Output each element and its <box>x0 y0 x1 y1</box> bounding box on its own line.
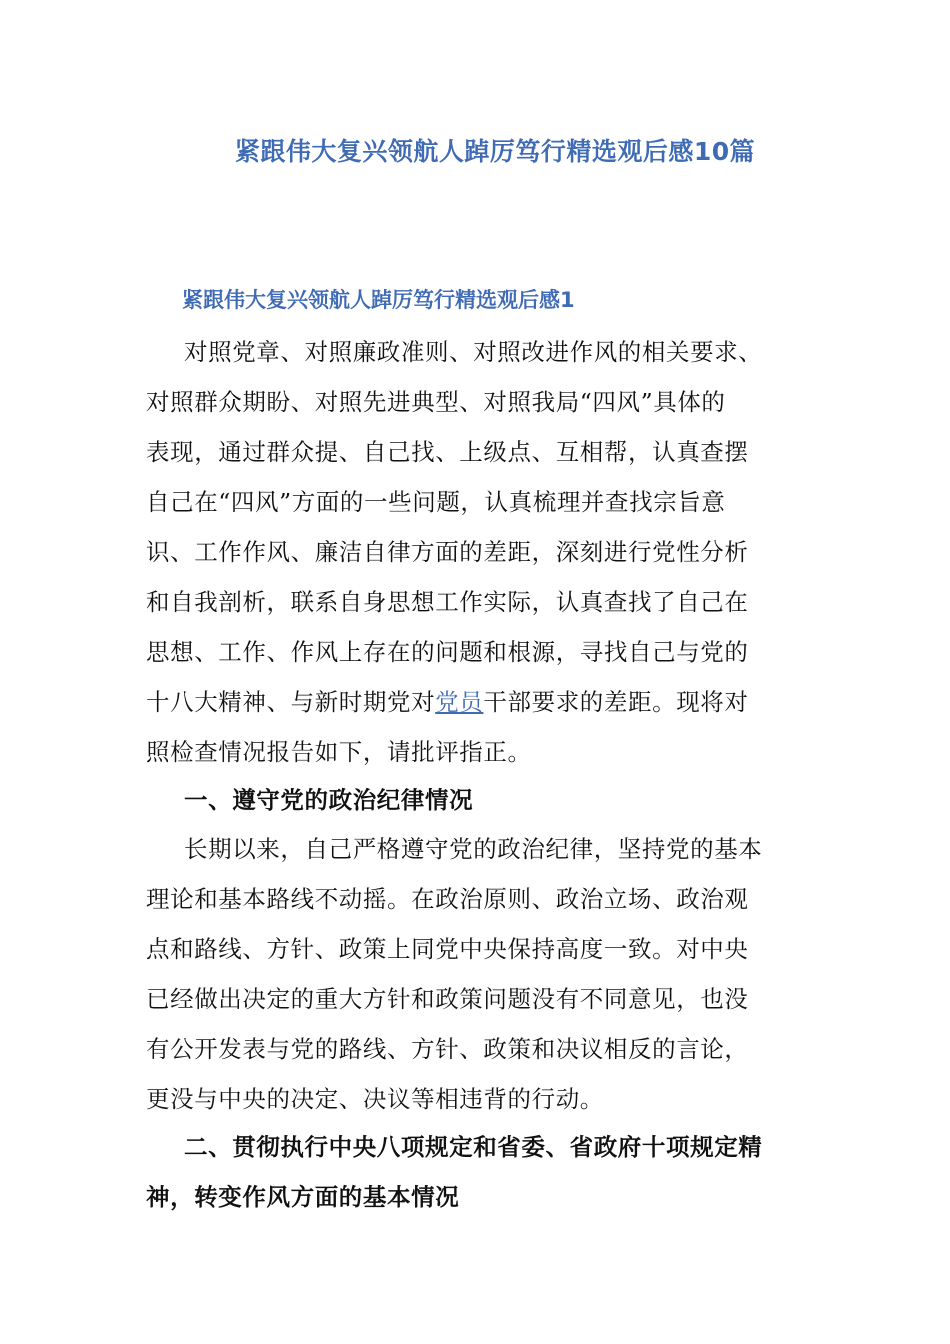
line-text: 干部要求的差距。现将对 <box>483 688 749 716</box>
paragraph-line: 理论和基本路线不动摇。在政治原则、政治立场、政治观 <box>146 885 749 913</box>
paragraph-line: 对照党章、对照廉政准则、对照改进作风的相关要求、 <box>184 338 763 366</box>
paragraph-line: 自己在“四风”方面的一些问题，认真梳理并查找宗旨意 <box>146 488 726 516</box>
paragraph-line: 照检查情况报告如下，请批评指正。 <box>146 738 532 766</box>
party-member-link[interactable]: 党员 <box>435 688 484 716</box>
heading-2 <box>146 1122 806 1222</box>
paragraph-line: 更没与中央的决定、决议等相违背的行动。 <box>146 1085 604 1113</box>
paragraph-line: 对照群众期盼、对照先进典型、对照我局“四风”具体的 <box>146 388 726 416</box>
paragraph-line: 已经做出决定的重大方针和政策问题没有不同意见，也没 <box>146 985 749 1013</box>
heading-line: 神，转变作风方面的基本情况 <box>146 1183 460 1211</box>
document-title: 紧跟伟大复兴领航人踔厉笃行精选观后感10篇 <box>234 137 756 166</box>
paragraph-line: 点和路线、方针、政策上同党中央保持高度一致。对中央 <box>146 935 749 963</box>
line-text: 十八大精神、与新时期党对 <box>146 688 436 716</box>
paragraph-1 <box>146 327 806 777</box>
paragraph-line: 和自我剖析，联系自身思想工作实际，认真查找了自己在 <box>146 588 749 616</box>
paragraph-line: 思想、工作、作风上存在的问题和根源，寻找自己与党的 <box>146 638 749 666</box>
paragraph-line: 识、工作作风、廉洁自律方面的差距，深刻进行党性分析 <box>146 538 749 566</box>
paragraph-line: 有公开发表与党的路线、方针、政策和决议相反的言论， <box>146 1035 749 1063</box>
paragraph-line: 表现，通过群众提、自己找、上级点、互相帮，认真查摆 <box>146 438 749 466</box>
paragraph-line: 长期以来，自己严格遵守党的政治纪律，坚持党的基本 <box>184 835 763 863</box>
paragraph-2 <box>146 824 806 1124</box>
heading-line: 二、贯彻执行中央八项规定和省委、省政府十项规定精 <box>184 1133 763 1161</box>
section-title: 紧跟伟大复兴领航人踔厉笃行精选观后感1 <box>182 288 575 312</box>
heading-1 <box>146 775 806 825</box>
paragraph-line <box>146 677 806 727</box>
heading-line: 一、遵守党的政治纪律情况 <box>184 786 474 814</box>
